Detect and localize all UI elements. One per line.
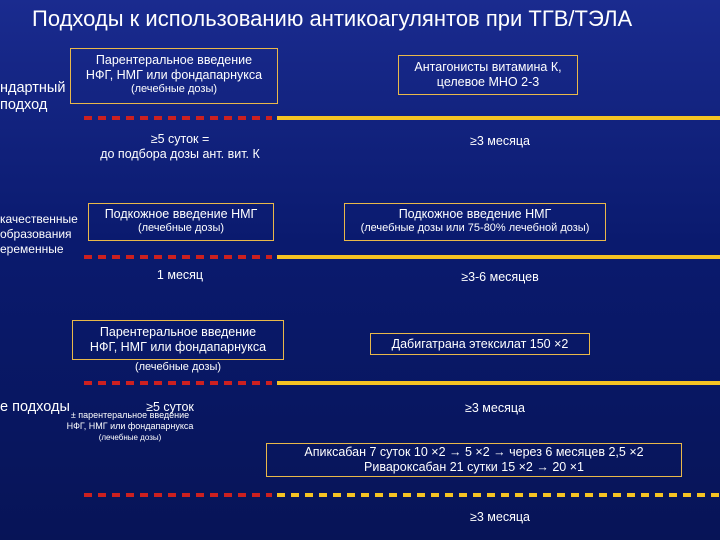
row2-yellow-bar	[277, 255, 720, 259]
row3-parenteral-box	[72, 320, 284, 360]
row2-red-dashed-bar	[84, 255, 272, 259]
row2-label	[0, 212, 78, 257]
row4-note-left-line3: (лечебные дозы)	[98, 433, 162, 442]
row2-box-right-line1: Подкожное введение НМГ	[398, 207, 552, 221]
row3-red-dashed-bar	[84, 381, 272, 385]
row1-box-right-line2: целевое МНО 2-3	[436, 75, 540, 89]
row1-label	[0, 80, 65, 114]
row1-box-left-line2: НФГ, НМГ или фондапарнукса	[85, 68, 263, 82]
row2-duration-left: 1 месяц	[156, 268, 204, 282]
row1-duration-left-line2: до подбора дозы ант. вит. К	[100, 147, 260, 161]
row3-yellow-bar	[277, 381, 720, 385]
row4-duration-bottom: ≥3 месяца	[470, 510, 530, 524]
row1-box-left-line1: Парентеральное введение	[95, 53, 253, 67]
row2-lmwh-box	[88, 203, 274, 241]
row4-note-left	[30, 410, 230, 443]
row3-duration-left: ≥5 суток	[146, 400, 194, 414]
row4-yellow-dashed-bar	[277, 493, 720, 497]
row1-parenteral-box	[70, 48, 278, 104]
row3-label: е подходы	[0, 399, 70, 415]
row4-note-left-line1: ± парентеральное введение	[70, 410, 190, 420]
row2-label-line2: образования	[0, 227, 72, 241]
row4-apixaban-rivaroxaban-box	[266, 443, 682, 477]
row1-red-dashed-bar	[84, 116, 272, 120]
row4-note-left-line2: НФГ, НМГ или фондапарнукса	[66, 421, 194, 431]
slide-title: Подходы к использованию антикоагулянтов при ТГВ/ТЭЛА	[32, 6, 633, 31]
row3-dabigatran-box	[370, 333, 590, 355]
row1-label-line1: ндартный	[0, 80, 66, 96]
row2-lmwh-long-box	[344, 203, 606, 241]
row1-label-line2: подход	[0, 97, 48, 113]
row2-box-left-line1: Подкожное введение НМГ	[104, 207, 258, 221]
row2-box-left-line2: (лечебные дозы)	[137, 222, 225, 234]
row2-label-line1: качественные	[0, 212, 78, 226]
row3-duration-right: ≥3 месяца	[465, 401, 525, 415]
row2-label-line3: еременные	[0, 242, 64, 256]
row3-box-left-line3: (лечебные дозы)	[134, 361, 222, 373]
row1-yellow-bar	[277, 116, 720, 120]
row4-red-dashed-bar	[84, 493, 272, 497]
row4-box-right-line1: Апиксабан 7 суток 10 ×2 → 5 ×2 → через 6 месяцев 2,5 ×2	[304, 445, 644, 459]
row4-box-right-line2: Ривароксабан 21 сутки 15 ×2 → 20 ×1	[364, 460, 584, 474]
row3-box-left-line2: НФГ, НМГ или фондапарнукса	[89, 340, 267, 354]
row1-duration-right: ≥3 месяца	[470, 134, 530, 148]
row2-duration-right: ≥3-6 месяцев	[461, 270, 539, 284]
row1-box-left-line3: (лечебные дозы)	[130, 83, 218, 95]
row1-box-right-line1: Антагонисты витамина К,	[414, 60, 562, 74]
row3-box-left-line1: Парентеральное введение	[99, 325, 257, 339]
row1-duration-left	[60, 132, 300, 162]
row1-duration-left-line1: ≥5 суток =	[150, 132, 210, 146]
row3-box-right-text: Дабигатрана этексилат 150 ×2	[391, 337, 569, 351]
row2-box-right-line2: (лечебные дозы или 75-80% лечебной дозы)	[360, 222, 590, 234]
row1-vka-box	[398, 55, 578, 95]
